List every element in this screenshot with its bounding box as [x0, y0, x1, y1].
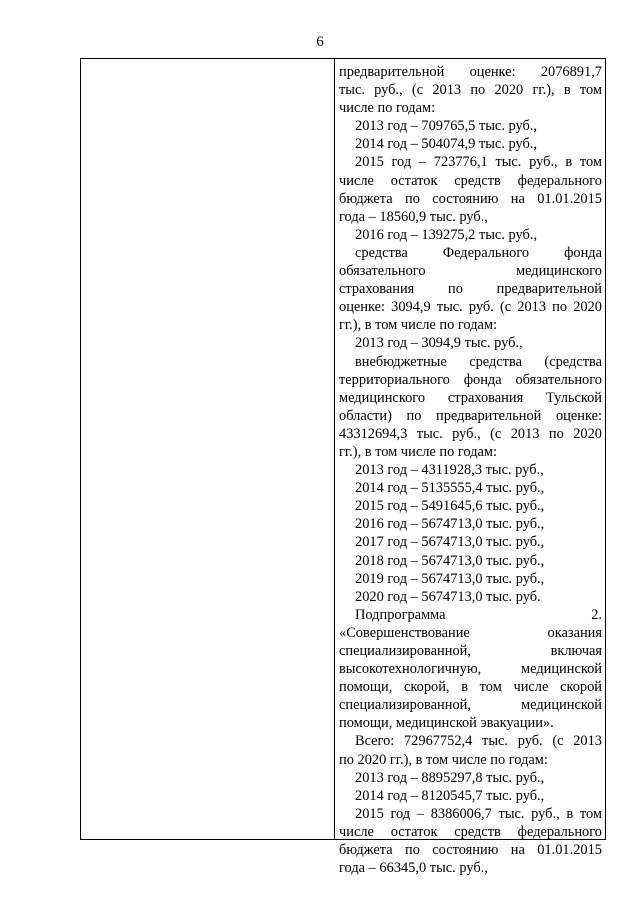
document-table: [80, 58, 606, 877]
table-column-divider: [334, 59, 335, 839]
text-line: года – 18560,9 тыс. руб.,: [339, 208, 488, 225]
table-right-cell: [339, 63, 602, 877]
text-line: области) по предварительной оценке:: [339, 407, 602, 424]
text-line: специализированной, включая: [339, 643, 602, 659]
text-line: числе остаток средств федерального: [339, 823, 602, 840]
text-line: 2020 год – 5674713,0 тыс. руб.: [355, 588, 541, 605]
text-line: Подпрограмма 2.: [355, 606, 602, 623]
text-line: помощи, медицинской эвакуации».: [339, 715, 554, 732]
text-line: 2019 год – 5674713,0 тыс. руб.,: [355, 570, 545, 587]
text-line: «Совершенствование оказания: [339, 624, 602, 641]
text-line: оценке: 3094,9 тыс. руб. (с 2013 по 2020: [339, 299, 602, 316]
text-line: страхования по предварительной: [339, 281, 602, 298]
text-line: 2014 год – 504074,9 тыс. руб.,: [355, 136, 538, 153]
text-line: гг.), в том числе по годам:: [339, 317, 498, 334]
text-line: бюджета по состоянию на 01.01.2015: [339, 190, 602, 207]
text-line: внебюджетные средства (средства: [355, 353, 602, 370]
text-line: 2016 год – 139275,2 тыс. руб.,: [355, 226, 538, 243]
text-line: 2013 год – 3094,9 тыс. руб.,: [355, 335, 523, 352]
text-line: числе остаток средств федерального: [339, 172, 602, 189]
text-line: 2013 год – 8895297,8 тыс. руб.,: [355, 769, 545, 786]
text-line: 43312694,3 тыс. руб., (с 2013 по 2020: [339, 425, 602, 442]
text-line: Всего: 72967752,4 тыс. руб. (с 2013: [355, 733, 602, 750]
text-line: 2013 год – 709765,5 тыс. руб.,: [355, 118, 538, 135]
text-line: 2015 год – 5491645,6 тыс. руб.,: [355, 498, 545, 515]
text-line: 2014 год – 5135555,4 тыс. руб.,: [355, 480, 545, 497]
text-line: специализированной, медицинской: [339, 697, 602, 714]
text-line: года – 66345,0 тыс. руб.,: [339, 860, 488, 877]
text-line: 2017 год – 5674713,0 тыс. руб.,: [355, 534, 545, 551]
text-line: 2015 год – 723776,1 тыс. руб., в том: [355, 154, 602, 171]
text-line: высокотехнологичную, медицинской: [339, 661, 602, 678]
text-line: территориального фонда обязательного: [339, 371, 602, 388]
text-line: 2013 год – 4311928,3 тыс. руб.,: [355, 462, 544, 479]
text-line: обязательного медицинского: [339, 263, 602, 280]
text-line: средства Федерального фонда: [355, 244, 602, 261]
text-line: бюджета по состоянию на 01.01.2015: [339, 842, 602, 859]
text-line: по 2020 гг.), в том числе по годам:: [339, 751, 548, 768]
text-line: гг.), в том числе по годам:: [339, 443, 498, 460]
text-line: тыс. руб., (с 2013 по 2020 гг.), в том: [339, 82, 602, 99]
text-line: 2016 год – 5674713,0 тыс. руб.,: [355, 516, 545, 533]
text-line: 2018 год – 5674713,0 тыс. руб.,: [355, 552, 545, 569]
text-line: числе по годам:: [339, 100, 436, 117]
text-line: помощи, скорой, в том числе скорой: [339, 679, 602, 696]
text-line: 2014 год – 8120545,7 тыс. руб.,: [355, 787, 545, 804]
text-line: предварительной оценке: 2076891,7: [339, 64, 602, 80]
text-line: 2015 год – 8386006,7 тыс. руб., в том: [355, 805, 602, 822]
text-line: медицинского страхования Тульской: [339, 389, 602, 406]
page-number: 6: [316, 34, 324, 50]
